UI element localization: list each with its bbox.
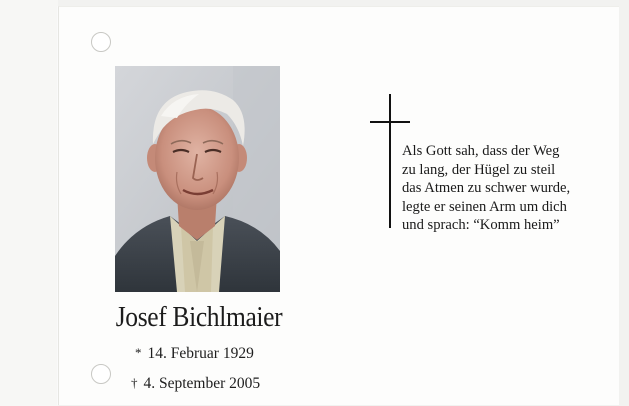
portrait-photo	[115, 66, 280, 292]
verse-line: und sprach: “Komm heim”	[402, 217, 560, 234]
death-date: 4. September 2005	[143, 375, 261, 392]
scan-margin	[0, 0, 58, 406]
memorial-verse	[402, 142, 602, 235]
verse-line: legte er seinen Arm um dich	[402, 198, 567, 215]
birth-date-line	[135, 345, 254, 363]
verse-line: zu lang, der Hügel zu steil	[402, 161, 556, 178]
birth-star-icon: *	[135, 345, 142, 360]
punch-hole-icon	[91, 32, 111, 52]
verse-line: Als Gott sah, dass der Weg	[402, 143, 560, 159]
punch-hole-icon	[91, 364, 111, 384]
verse-line: das Atmen zu schwer wurde,	[402, 180, 571, 197]
death-cross-icon: †	[131, 375, 138, 390]
death-date-line	[131, 375, 260, 393]
birth-date: 14. Februar 1929	[147, 345, 254, 362]
deceased-name: Josef Bichlmaier	[115, 301, 283, 333]
